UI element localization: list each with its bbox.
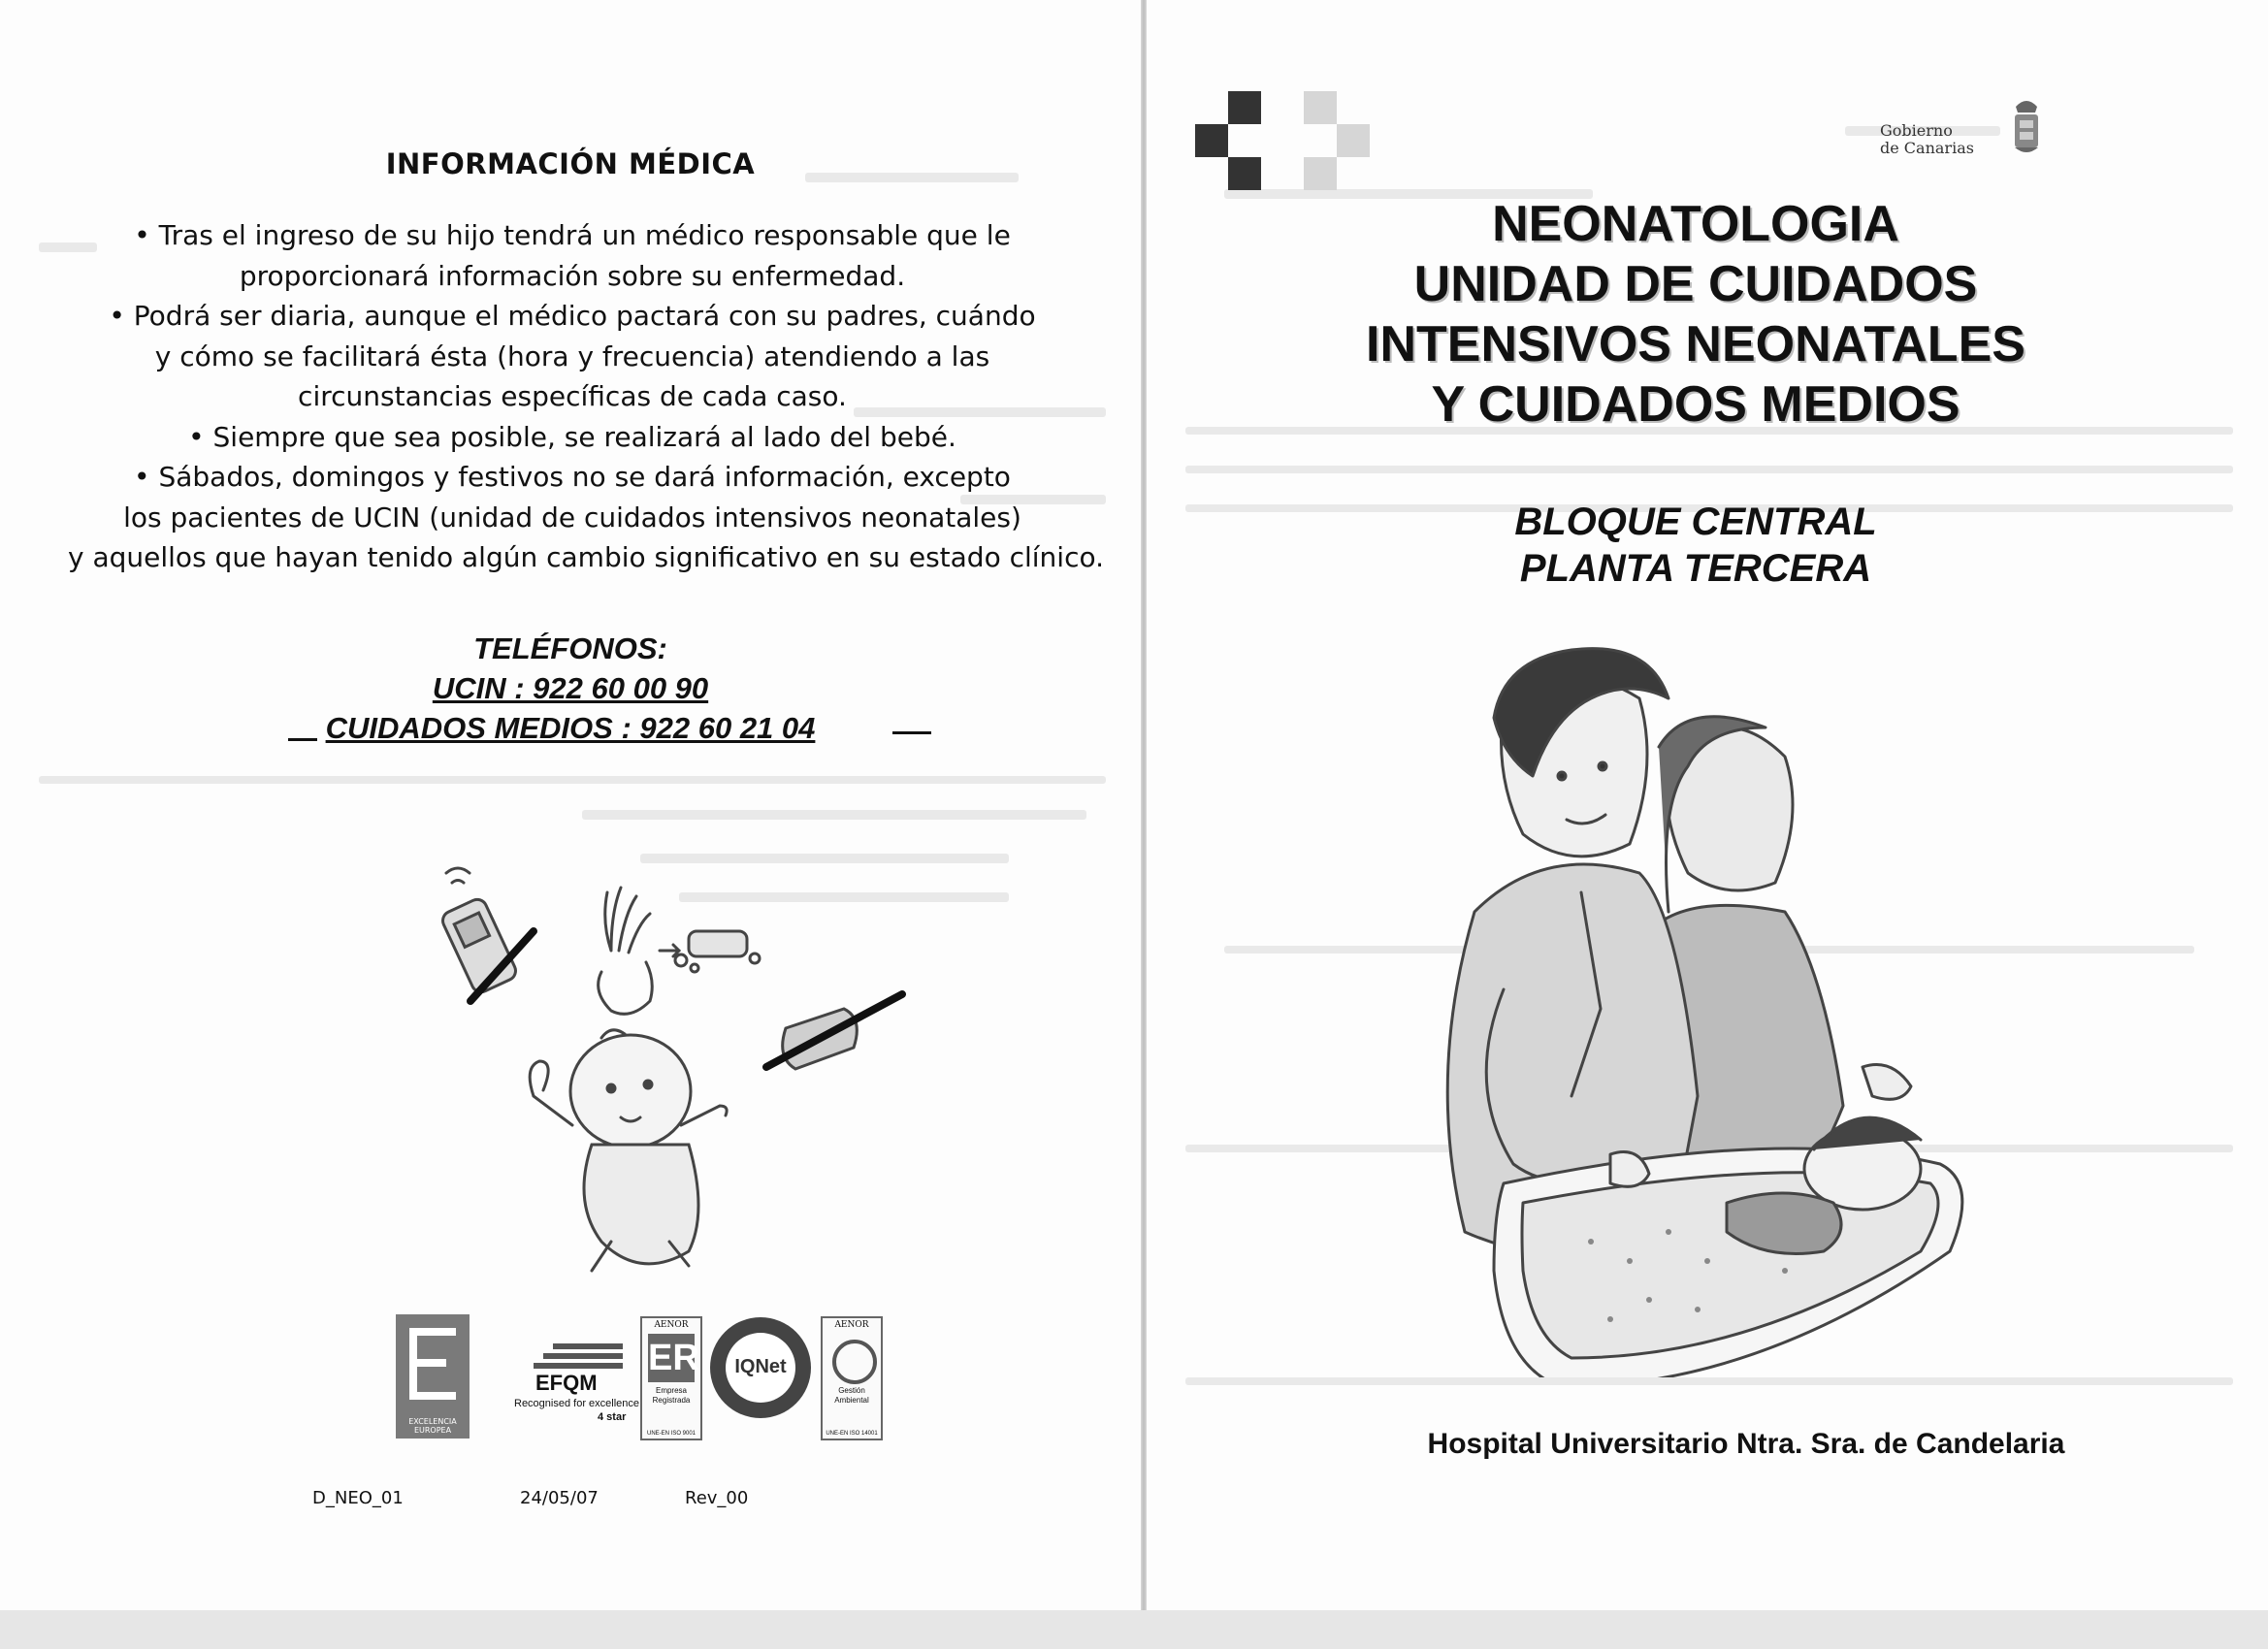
aenor-ga-logo xyxy=(821,1316,883,1440)
document-code: D_NEO_01 xyxy=(312,1488,404,1508)
document-date: 24/05/07 xyxy=(520,1488,599,1508)
info-line: y cómo se facilitará ésta (hora y frecuencia) atendiendo a las xyxy=(154,340,990,372)
efqm-caption: Recognised for excellence xyxy=(514,1398,640,1409)
phones-heading: TELÉFONOS: xyxy=(473,631,667,665)
title-line: INTENSIVOS NEONATALES xyxy=(1366,316,2025,372)
rules-illustration xyxy=(427,834,931,1280)
left-page xyxy=(0,0,1141,1610)
aenor-er-logo: AENOR ER Empresa Registrada UNE-EN ISO 9001 xyxy=(640,1316,702,1440)
info-line: circunstancias específicas de cada caso. xyxy=(298,380,847,412)
hospital-logo-square xyxy=(1228,91,1261,124)
no-phone-icon xyxy=(439,868,534,1001)
aenor-ga-top: AENOR xyxy=(834,1320,869,1330)
bleed-through xyxy=(582,810,1086,820)
hospital-logo-square xyxy=(1304,157,1337,190)
title-line: NEONATOLOGIA xyxy=(1492,196,1899,252)
gobierno-line1: Gobierno xyxy=(1880,121,1953,140)
hospital-logo-square xyxy=(1228,157,1261,190)
phones-block xyxy=(0,629,1141,748)
info-line: • Podrá ser diaria, aunque el médico pactará con su padres, cuándo xyxy=(109,300,1036,332)
main-title xyxy=(1279,194,2113,435)
excelencia-europea-logo xyxy=(396,1314,470,1439)
subtitle-line: PLANTA TERCERA xyxy=(1519,547,1872,590)
document-revision: Rev_00 xyxy=(685,1488,749,1508)
info-line: proporcionará información sobre su enfermedad. xyxy=(239,259,906,292)
aenor-er-top: AENOR xyxy=(654,1320,689,1330)
phone-ucin: UCIN : 922 60 00 90 xyxy=(432,671,709,705)
bleed-through xyxy=(39,776,1106,784)
aenor-ga-code: UNE-EN ISO 14001 xyxy=(826,1431,878,1437)
aenor-er-code: UNE-EN ISO 9001 xyxy=(646,1431,697,1437)
title-line: UNIDAD DE CUIDADOS xyxy=(1413,256,1978,312)
info-body xyxy=(68,215,1105,578)
aenor-ga-caption: Gestión Ambiental xyxy=(834,1386,869,1405)
info-line: • Sábados, domingos y festivos no se dará información, excepto xyxy=(134,461,1011,493)
gobierno-line2: de Canarias xyxy=(1880,139,1974,157)
no-food-icon xyxy=(766,994,902,1069)
efqm-stars: 4 star xyxy=(598,1411,627,1423)
info-title: INFORMACIÓN MÉDICA xyxy=(385,147,756,180)
scan-bottom-edge xyxy=(0,1610,2268,1649)
iqnet-label: IQNet xyxy=(734,1356,787,1377)
bleed-through xyxy=(1185,466,2233,473)
info-line: los pacientes de UCIN (unidad de cuidados intensivos neonatales) xyxy=(123,501,1021,534)
hospital-logo-square xyxy=(1195,124,1228,157)
iqnet-logo xyxy=(710,1317,811,1418)
hand-drawn-dash xyxy=(288,738,317,741)
info-line: • Tras el ingreso de su hijo tendrá un médico responsable que le xyxy=(134,219,1011,251)
info-line: y aquellos que hayan tenido algún cambio significativo en su estado clínico. xyxy=(68,541,1105,573)
hand-drawn-dash xyxy=(892,731,931,734)
hospital-name: Hospital Universitario Ntra. Sra. de Candelaria xyxy=(1427,1428,2065,1460)
location-subtitle xyxy=(1434,499,1958,592)
info-line: • Siempre que sea posible, se realizará al lado del bebé. xyxy=(188,420,956,453)
phone-cuidados-medios: CUIDADOS MEDIOS : 922 60 21 04 xyxy=(325,711,816,745)
gobierno-de-canarias-logo xyxy=(1880,122,1974,157)
excelencia-caption: EXCELENCIA EUROPEA xyxy=(408,1417,457,1435)
parents-baby-illustration xyxy=(1358,640,2057,1377)
wash-hands-icon xyxy=(599,888,760,1014)
efqm-label: EFQM xyxy=(535,1371,598,1395)
aenor-er-caption: Empresa Registrada xyxy=(652,1386,691,1405)
hospital-logo-square xyxy=(1304,91,1337,124)
subtitle-line: BLOQUE CENTRAL xyxy=(1514,501,1877,543)
baby-icon xyxy=(530,1030,727,1271)
title-line: Y CUIDADOS MEDIOS xyxy=(1431,376,1960,433)
gobierno-coat-of-arms-icon xyxy=(2010,93,2043,161)
bleed-through xyxy=(1185,1377,2233,1385)
efqm-logo xyxy=(514,1343,640,1440)
hospital-logo-square xyxy=(1337,124,1370,157)
